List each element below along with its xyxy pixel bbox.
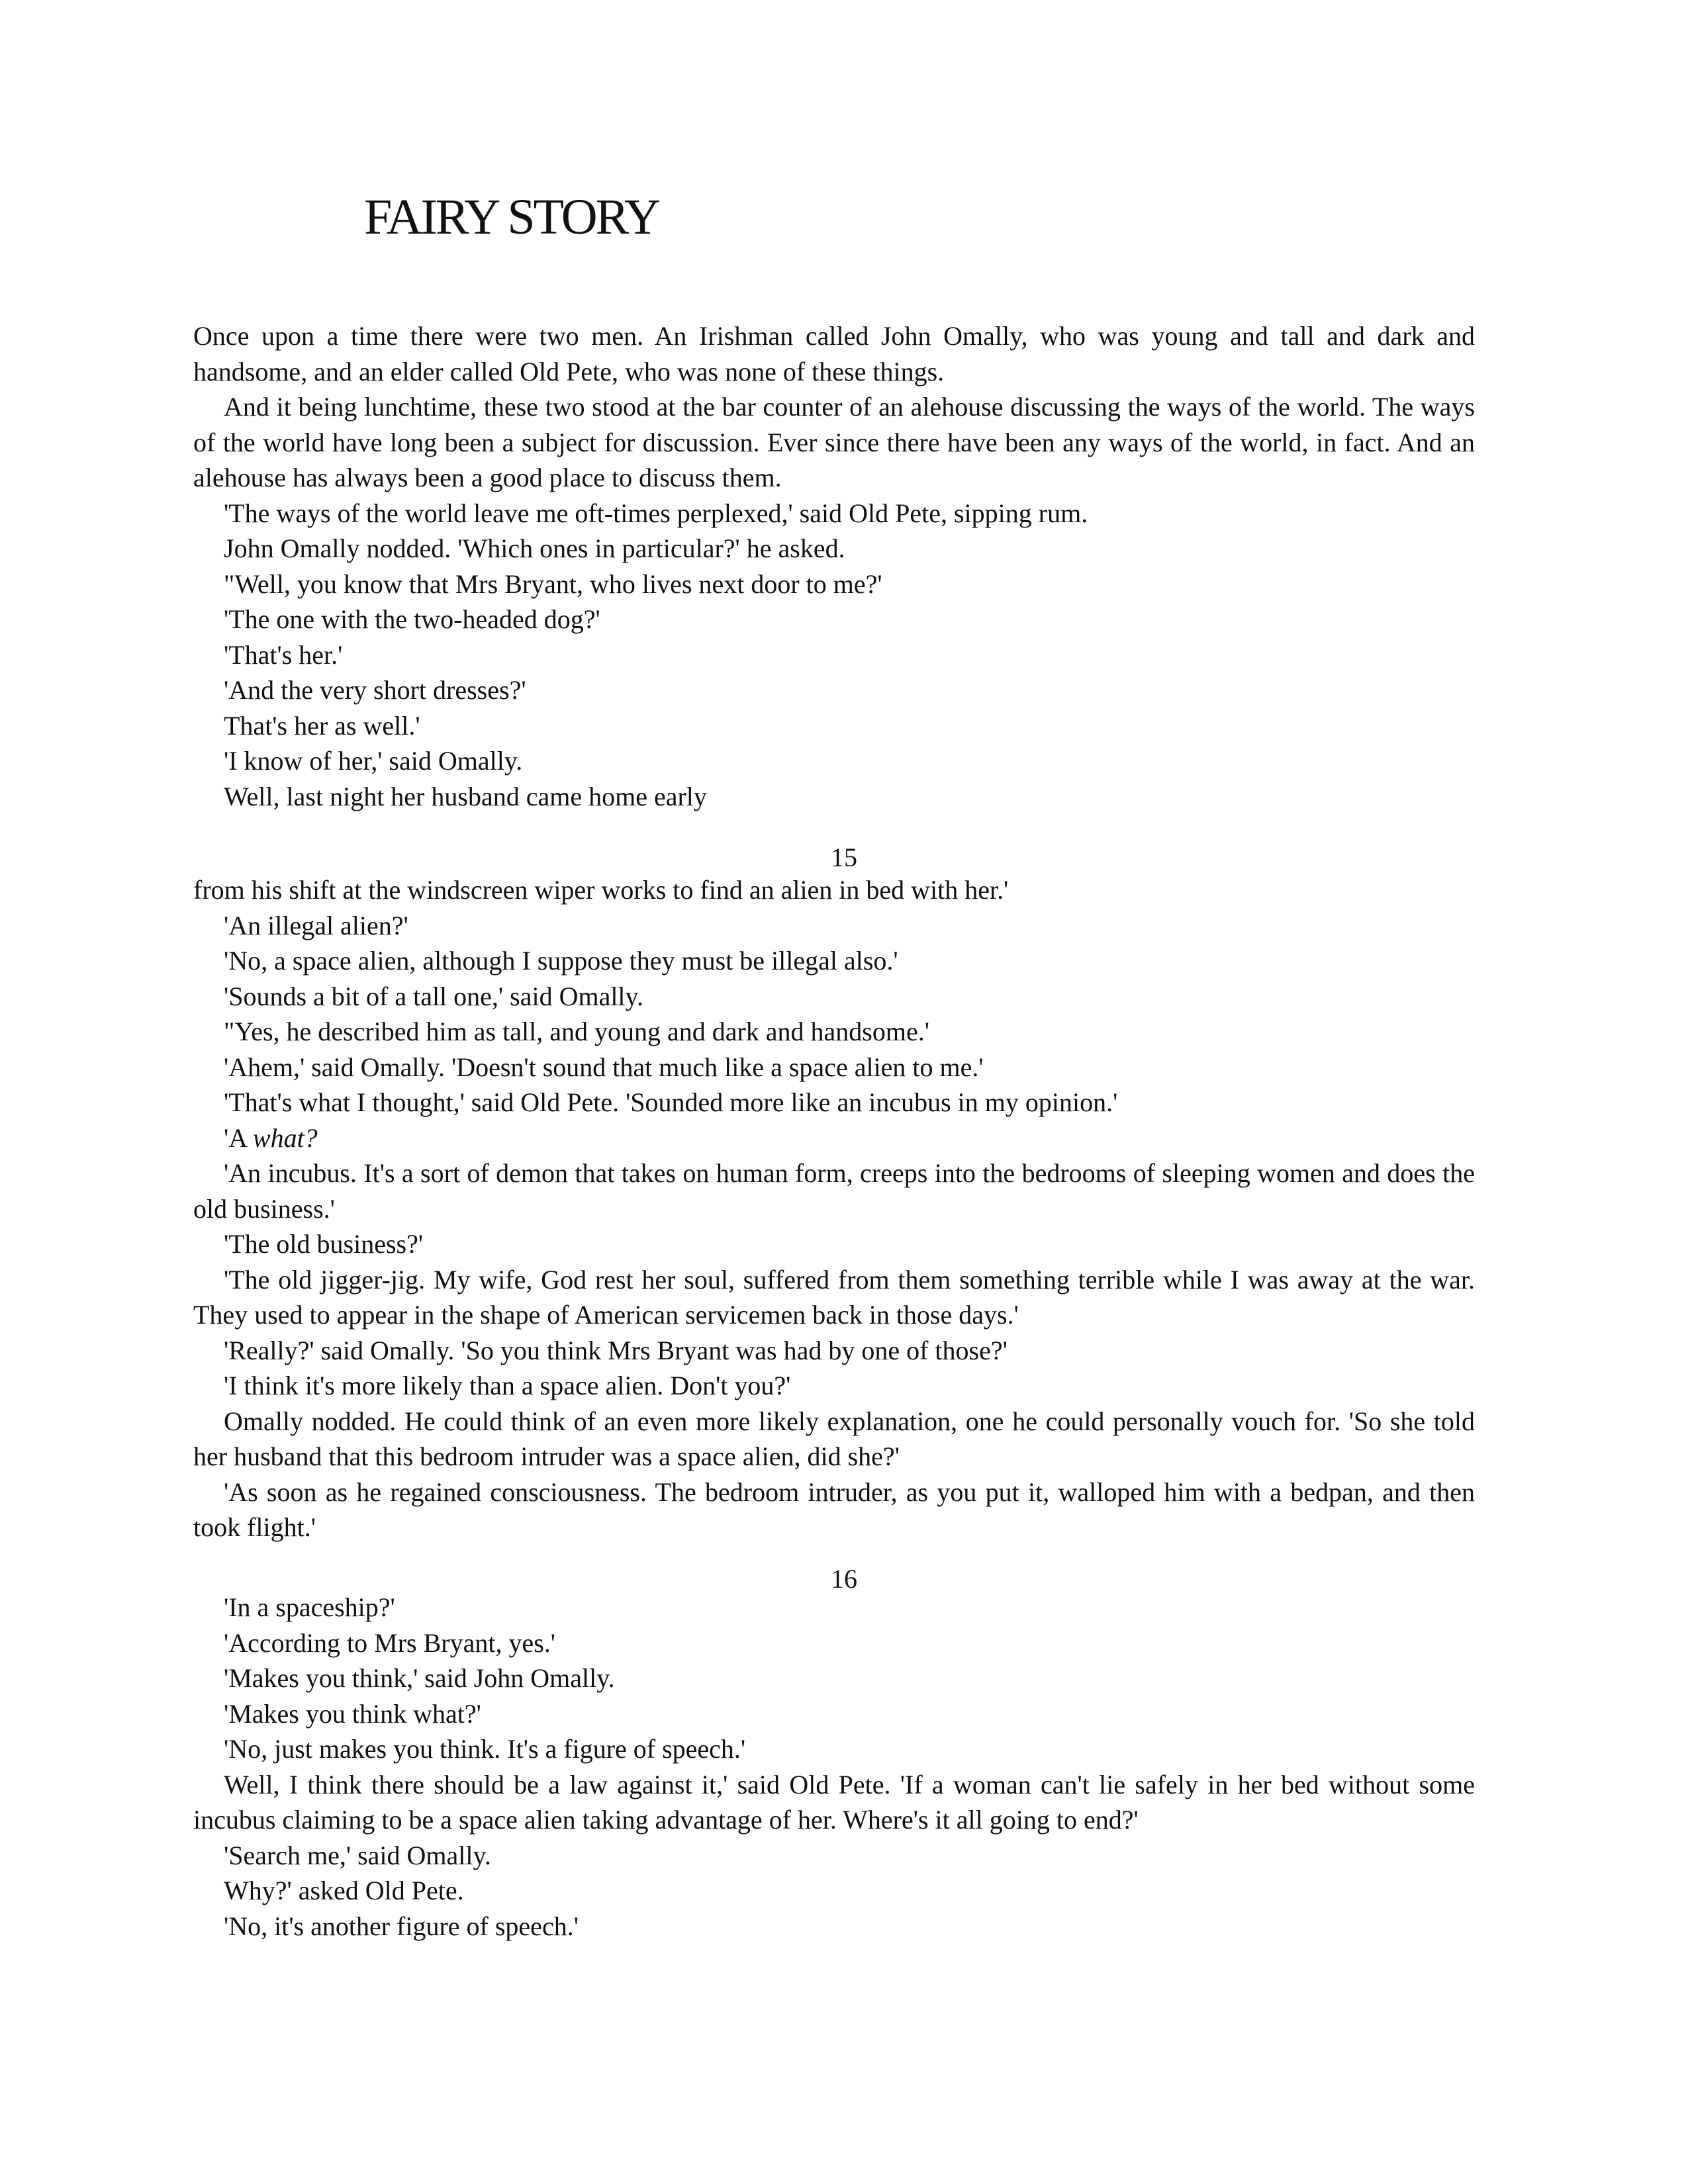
paragraph: 'Ahem,' said Omally. 'Doesn't sound that much like a space alien to me.'	[224, 1052, 984, 1082]
paragraph	[193, 1120, 1475, 1156]
italic-text: what?	[252, 1122, 318, 1153]
paragraph: 'And the very short dresses?'	[224, 675, 526, 705]
paragraph: 'An illegal alien?'	[224, 910, 408, 940]
paragraph: 'According to Mrs Bryant, yes.'	[224, 1627, 555, 1658]
paragraph: 'No, a space alien, although I suppose they must be illegal also.'	[224, 946, 898, 976]
paragraph: 'Sounds a bit of a tall one,' said Omally.	[224, 981, 643, 1011]
paragraph: Once upon a time there were two men. An Irishman called John Omally, who was young and tall and dark and handsome, and an elder called Old Pete, who was none of these things.	[193, 321, 1475, 387]
paragraph: 'In a spaceship?'	[224, 1592, 395, 1622]
paragraph: John Omally nodded. 'Which ones in particular?' he asked.	[224, 533, 845, 563]
paragraph: 'I know of her,' said Omally.	[224, 746, 523, 776]
chapter-title: FAIRY STORY	[364, 189, 659, 245]
paragraph: Why?' asked Old Pete.	[224, 1876, 464, 1905]
page-number: 15	[831, 842, 857, 872]
paragraph: 'The old jigger-jig. My wife, God rest her soul, suffered from them something terrible while I was away at the war. They used to appear in the shape of American servicemen back in those days.'	[193, 1264, 1475, 1330]
paragraph: 'I think it's more likely than a space alien. Don't you?'	[224, 1371, 791, 1400]
paragraph: And it being lunchtime, these two stood at the bar counter of an alehouse discussing the ways of the world. The ways of the world have long been a subject for discussion. Ever since there have been any ways of the world, in fact. And an alehouse has always been a good place to discuss them.	[193, 392, 1475, 492]
paragraph: "Yes, he described him as tall, and young and dark and handsome.'	[224, 1017, 929, 1046]
page-number: 16	[831, 1564, 857, 1594]
paragraph: 'The old business?'	[224, 1229, 424, 1259]
paragraph: 'Makes you think,' said John Omally.	[224, 1663, 615, 1693]
paragraph: Omally nodded. He could think of an even more likely explanation, one he could personally vouch for. 'So she told her husband that this bedroom intruder was a space alien, did she?'	[193, 1406, 1475, 1471]
paragraph: Well, I think there should be a law against it,' said Old Pete. 'If a woman can't lie safely in her bed without some incubus claiming to be a space alien taking advantage of her. Where's it all going to end?'	[193, 1769, 1475, 1835]
quote-text: 'A	[224, 1122, 246, 1153]
text-block-page-16	[193, 872, 1475, 1545]
paragraph: 'As soon as he regained consciousness. The bedroom intruder, as you put it, walloped him with a bedpan, and then took flight.'	[193, 1477, 1475, 1542]
paragraph: 'No, just makes you think. It's a figure of speech.'	[224, 1734, 746, 1764]
paragraph: 'Really?' said Omally. 'So you think Mrs Bryant was had by one of those?'	[224, 1335, 1008, 1365]
paragraph: 'The one with the two-headed dog?'	[224, 604, 600, 634]
paragraph: 'The ways of the world leave me oft-times perplexed,' said Old Pete, sipping rum.	[224, 498, 1088, 528]
paragraph: 'Search me,' said Omally.	[224, 1840, 491, 1870]
text-block-page-17	[193, 1590, 1475, 1944]
paragraph: 'That's what I thought,' said Old Pete. 'Sounded more like an incubus in my opinion.'	[224, 1087, 1118, 1117]
paragraph: from his shift at the windscreen wiper works to find an alien in bed with her.'	[193, 875, 1009, 905]
paragraph: 'An incubus. It's a sort of demon that takes on human form, creeps into the bedrooms of sleeping women and does the old business.'	[193, 1158, 1475, 1224]
paragraph: "Well, you know that Mrs Bryant, who lives next door to me?'	[224, 569, 882, 599]
paragraph: That's her as well.'	[224, 710, 420, 741]
paragraph: 'That's her.'	[224, 639, 343, 670]
paragraph: 'Makes you think what?'	[224, 1698, 481, 1729]
paragraph: 'No, it's another figure of speech.'	[224, 1911, 579, 1941]
paragraph: Well, last night her husband came home early	[224, 781, 707, 811]
text-block-page-15	[193, 318, 1475, 814]
